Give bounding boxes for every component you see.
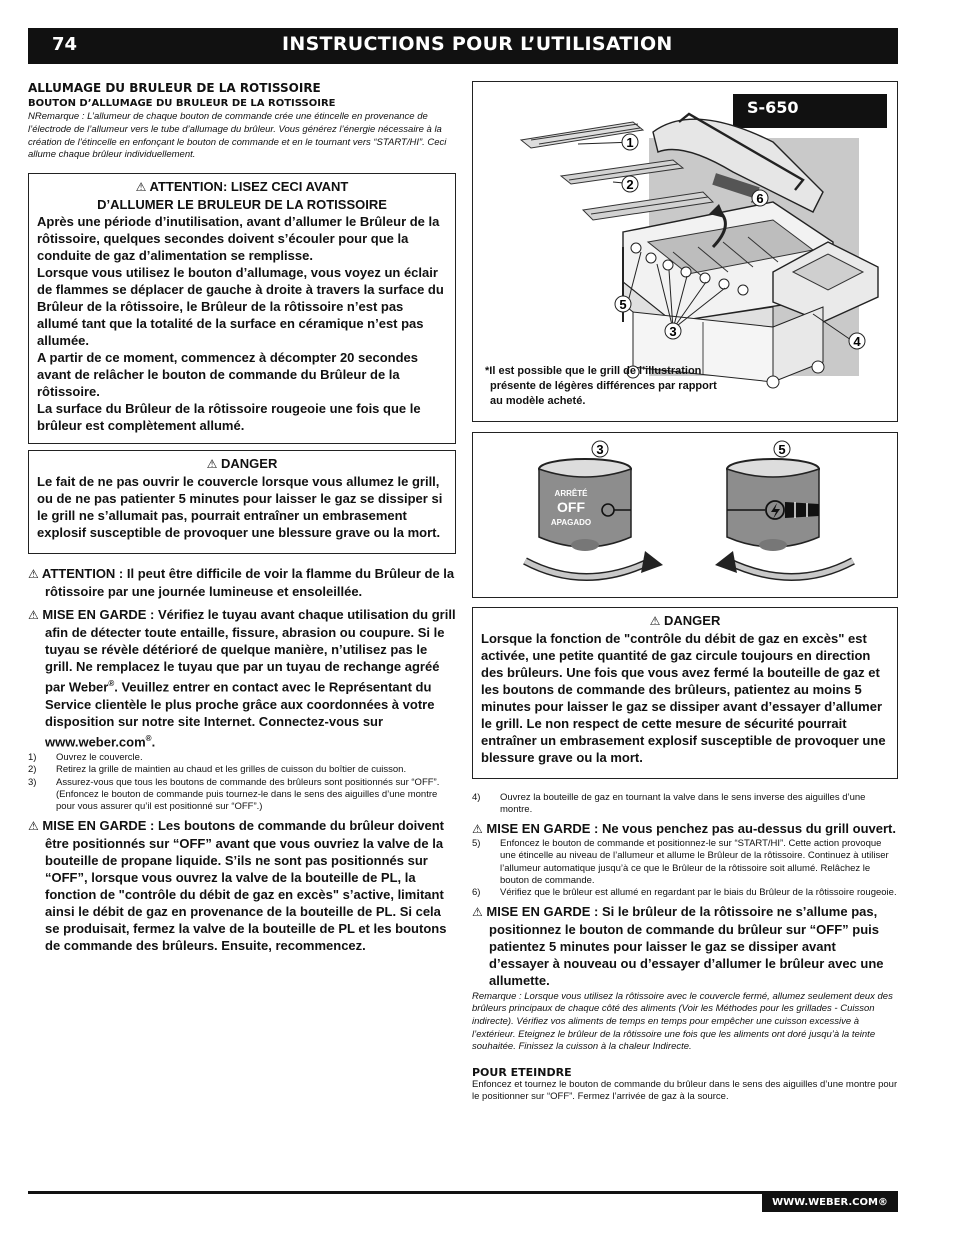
list-item: 4) Ouvrez la bouteille de gaz en tournant la valve dans le sens inverse des aiguilles d’une montre. bbox=[472, 792, 866, 816]
rotisserie-remark: Remarque : Lorsque vous utilisez la rôtissoire avec le couvercle fermé, allumez seulement deux des brûleurs principaux de chaque côté des aliments (Voir les Méthodes pour les grillades - Cuisson indirecte). Vérifiez vos aliments de temps en temps pour empêcher une cuisson excessive à l’extérieur. Eteignez le brûleur de la rôtissoire une fois que les aliments ont doré jusqu’à la teinte souhaitée. Finissez la cuisson à la chaleur Indirecte. bbox=[472, 990, 893, 1053]
warning-triangle-icon: ⚠ bbox=[472, 904, 483, 919]
callout-5: 5 bbox=[619, 297, 627, 312]
warning-triangle-icon: ⚠ bbox=[28, 818, 39, 833]
caution-knobs-off: ⚠ MISE EN GARDE : Les boutons de commande du brûleur doivent être positionnés sur “OFF” avant que vous ouvriez la valve de la bouteille de propane liquide. S’ils ne sont pas positionnés sur “OFF”, lorsque vous ouvrez la valve de la bouteille de PL, la fonction de "contrôle du débit de gaz en excès" s’active, limitant ainsi le débit de gaz en provenance de la bouteille de PL. Si cela se produisait, fermez la valve de la bouteille de PL et les boutons de commande des brûleurs. Ensuite, recommencez. bbox=[28, 817, 447, 953]
list-item: 2) Retirez la grille de maintien au chaud et les grilles de cuisson du boîtier de cuisson. bbox=[28, 764, 407, 776]
page-title: INSTRUCTIONS POUR L’UTILISATION bbox=[282, 33, 673, 55]
knob-label-off: OFF bbox=[557, 499, 585, 515]
warning-triangle-icon: ⚠ bbox=[28, 567, 39, 582]
attention-box bbox=[28, 173, 456, 444]
callout-1: 1 bbox=[626, 135, 634, 150]
steps-list-2 bbox=[472, 792, 898, 817]
attention-box-title: ⚠ ATTENTION: LISEZ CECI AVANT bbox=[135, 179, 349, 195]
list-item: 1) Ouvrez le couvercle. bbox=[28, 751, 143, 763]
danger-box-title: ⚠ DANGER bbox=[649, 613, 721, 628]
callout-4: 4 bbox=[853, 334, 861, 349]
warning-triangle-icon: ⚠ bbox=[472, 821, 483, 836]
model-badge: S-650 bbox=[733, 94, 887, 128]
attention-box-body: Après une période d’inutilisation, avant d’allumer le Brûleur de la rôtissoire, quelques secondes doivent s’écouler pour que la conduite de gaz d’alimentation se remplisse. Lorsque vous utilisez le bouton d’allumage, vous voyez un éclair de flammes se déplacer de gauche à droite à travers la surface du Brûleur de la rôtissoire, le Brûleur de la rôtissoire n’est pas allumé tant que la totalité de la surface en céramique n’est pas allumée. A partir de ce moment, commencez à décompter 20 secondes avant de relâcher le bouton de commande du Brûleur de la rôtissoire. La surface du Brûleur de la rôtissoire rougeoie une fois que le brûleur est complètement allumé. bbox=[37, 214, 444, 434]
footer-website: WWW.WEBER.COM® bbox=[762, 1194, 898, 1212]
list-item: 5) Enfoncez le bouton de commande et positionnez-le sur “START/HI”. Cette action provoque une étincelle au niveau de l’allumeur et allume le Brûleur de la rôtissoire. Continuez à utiliser l’allumeur automatique jusqu’à ce que le Brûleur de la rôtissoire soit allumé. Relâchez le bouton de commande. bbox=[472, 837, 889, 887]
warning-triangle-icon: ⚠ bbox=[135, 180, 147, 195]
warning-triangle-icon: ⚠ bbox=[28, 608, 39, 623]
knob-label-apagado: APAGADO bbox=[550, 518, 592, 527]
steps-list-3 bbox=[472, 838, 898, 900]
caution-lean-over: ⚠ MISE EN GARDE : Ne vous penchez pas au-dessus du grill ouvert. bbox=[472, 820, 896, 836]
igniter-note: NRemarque : L’allumeur de chaque bouton de commande crée une étincelle en provenance de l’électrode de l’allumeur vers le tube d’allumage du brûleur. Vous générez l’énergie nécessaire à la création de l’étincelle en enfonçant le bouton de commande et en le tournant vers “START/HI”. Ceci allume chaque brûleur individuellement. bbox=[28, 111, 447, 161]
danger-box-body: Le fait de ne pas ouvrir le couvercle lorsque vous allumez le grill, ou de ne pas patienter 5 minutes pour laisser le gaz se dissiper si le grill ne s’allumait pas, pourrait entraîner un embrasement explosif susceptible de provoquer une blessure grave ou la mort. bbox=[37, 474, 443, 541]
attention-sunlight-warning: ⚠ ATTENTION : Il peut être difficile de voir la flamme du Brûleur de la rôtissoire par une journée lumineuse et ensoleillée. bbox=[28, 566, 455, 600]
left-column bbox=[28, 81, 456, 954]
callout-2: 2 bbox=[626, 177, 634, 192]
callout-3: 3 bbox=[669, 324, 677, 339]
right-column bbox=[472, 81, 898, 1104]
knob-label-arrete: ARRÊTÉ bbox=[554, 489, 588, 498]
callout-6: 6 bbox=[756, 191, 764, 206]
page-header bbox=[28, 28, 898, 64]
knob-callout-3: 3 bbox=[596, 442, 604, 457]
danger-box-left bbox=[28, 450, 456, 554]
illustration-caption: *Il est possible que le grill de l’illustration présente de légères différences par rapport au modèle acheté. bbox=[485, 365, 717, 407]
knob-illustration bbox=[472, 432, 898, 598]
danger-box-right bbox=[472, 607, 898, 779]
steps-list-1 bbox=[28, 752, 456, 814]
danger-box-title: ⚠ DANGER bbox=[206, 456, 278, 472]
caution-no-ignition: ⚠ MISE EN GARDE : Si le brûleur de la rôtissoire ne s’allume pas, positionnez le bouton de commande du brûleur sur “OFF” puis patientez 5 minutes pour laisser le gaz se dissiper avant d’essayer à nouveau ou d’essayer d’allumer le brûleur avec une allumette. bbox=[472, 903, 884, 988]
page-number: 74 bbox=[52, 34, 78, 55]
warning-triangle-icon: ⚠ bbox=[206, 457, 218, 472]
section-subheading: BOUTON D’ALLUMAGE DU BRULEUR DE LA ROTISSOIRE bbox=[28, 98, 336, 109]
turn-off-text: Enfoncez et tournez le bouton de commande du brûleur dans le sens des aiguilles d’une montre pour le positionner sur “OFF”. Fermez l’arrivée de gaz à la source. bbox=[472, 1078, 898, 1103]
caution-hose-check: ⚠ MISE EN GARDE : Vérifiez le tuyau avant chaque utilisation du grill afin de détecter toute entaille, fissure, abrasion ou coupure. Si le tuyau se révèle détérioré de quelque manière, n’utilisez pas le grill. Ne remplacez le tuyau que par un tuyau de rechange agréé par Weber®. Veuillez entrer en contact avec le Représentant du Service clientèle le plus proche grâce aux coordonnées à votre disposition sur notre site Internet. Connectez-vous sur www.weber.com®. bbox=[28, 607, 456, 749]
list-item: 6) Vérifiez que le brûleur est allumé en regardant par le biais du Brûleur de la rôtissoire rougeoie. bbox=[472, 887, 897, 899]
turn-off-heading: POUR ETEINDRE bbox=[472, 1065, 572, 1079]
attention-box-title-2: D’ALLUMER LE BRULEUR DE LA ROTISSOIRE bbox=[97, 197, 387, 213]
list-item: 3) Assurez-vous que tous les boutons de commande des brûleurs sont positionnés sur “OFF”. (Enfoncez le bouton de commande puis tournez-le dans le sens des aiguilles d’une montre pour vous assurer qu’il est positionné sur “OFF”.) bbox=[28, 776, 440, 813]
grill-illustration bbox=[472, 81, 898, 422]
section-heading: ALLUMAGE DU BRULEUR DE LA ROTISSOIRE bbox=[28, 81, 321, 95]
danger-box-body: Lorsque la fonction de "contrôle du débit de gaz en excès" est activée, une petite quantité de gaz circule toujours en direction des brûleurs. Une fois que vous avez fermé la bouteille de gaz et les boutons de commande des brûleurs, patientez au moins 5 minutes pour laisser le gaz se dissiper avant d’essayer d’allumer le grill. Le non respect de cette mesure de sécurité pourrait entraîner un embrasement explosif susceptible de provoquer une blessure grave ou la mort. bbox=[481, 631, 886, 765]
knob-drawing bbox=[473, 433, 896, 596]
warning-triangle-icon: ⚠ bbox=[649, 614, 661, 628]
knob-callout-5: 5 bbox=[778, 442, 786, 457]
